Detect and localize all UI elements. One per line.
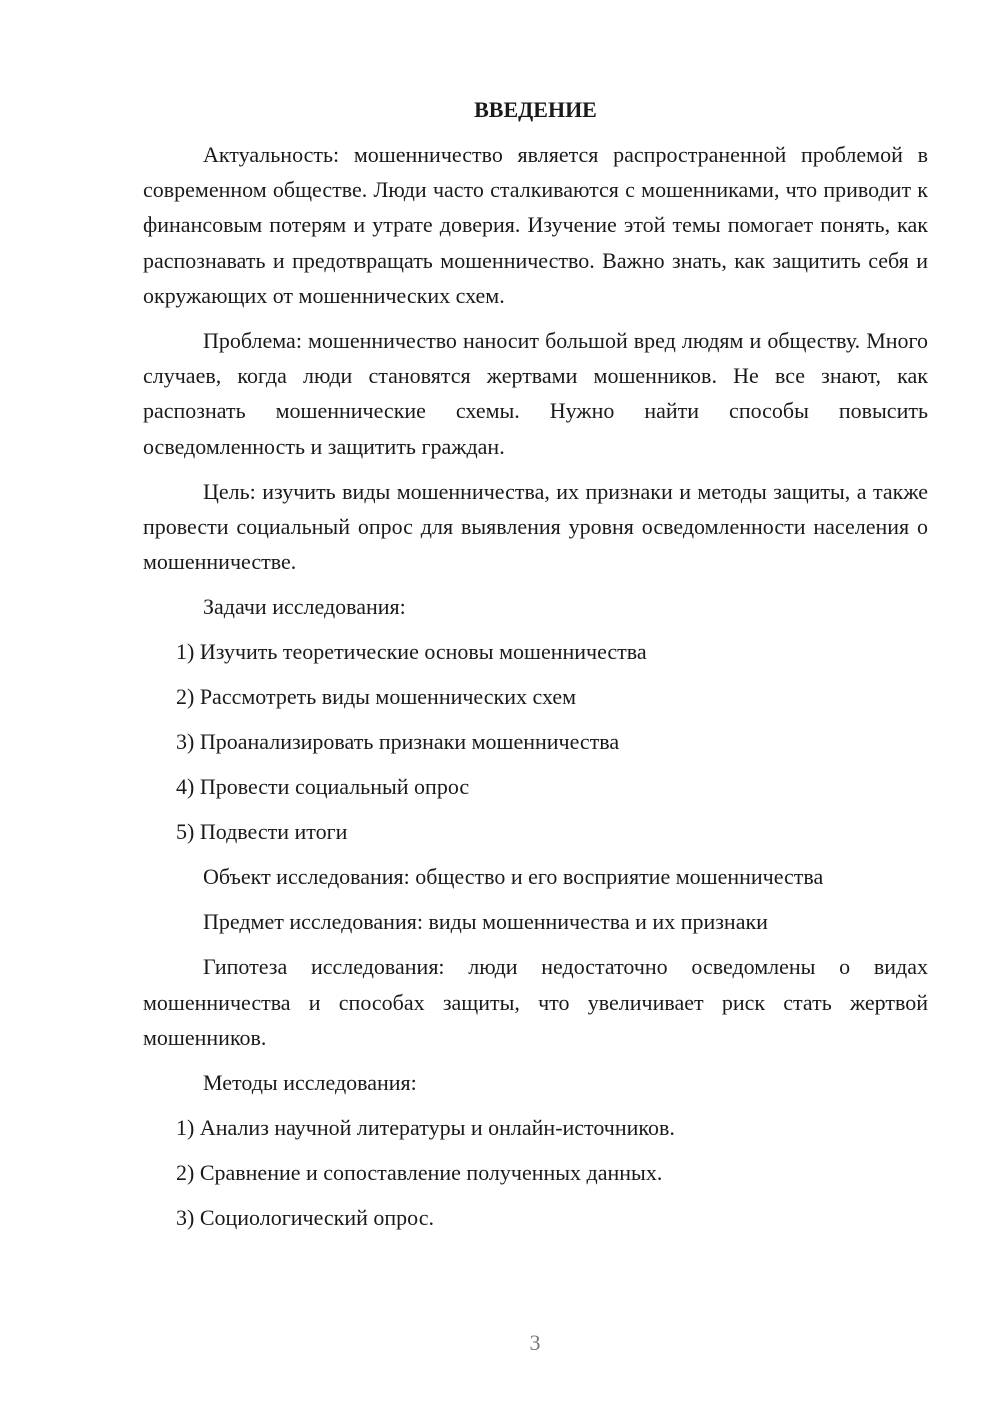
subject-paragraph: Предмет исследования: виды мошенничества и их признаки <box>203 909 768 935</box>
tasks-list <box>143 634 928 849</box>
goal-paragraph: Цель: изучить виды мошенничества, их признаки и методы защиты, а также провести социальный опрос для выявления уровня осведомленности населения о мошенничестве. <box>143 478 928 575</box>
page-number: 3 <box>529 1330 541 1355</box>
methods-heading: Методы исследования: <box>203 1070 417 1096</box>
list-item: 2) Рассмотреть виды мошеннических схем <box>176 684 577 710</box>
list-item: 1) Изучить теоретические основы мошенничества <box>176 639 647 665</box>
page-content <box>143 92 928 1245</box>
list-item: 3) Социологический опрос. <box>176 1205 434 1231</box>
problem-paragraph: Проблема: мошенничество наносит большой вред людям и обществу. Много случаев, когда люди становятся жертвами мошенников. Не все знают, как распознать мошеннические схемы. Нужно найти способы повысить осведомленность и защитить граждан. <box>143 328 928 459</box>
section-title: ВВЕДЕНИЕ <box>474 97 597 122</box>
tasks-heading: Задачи исследования: <box>203 594 406 620</box>
object-paragraph: Объект исследования: общество и его восприятие мошенничества <box>203 864 824 890</box>
list-item: 5) Подвести итоги <box>176 819 348 845</box>
list-item: 3) Проанализировать признаки мошенничества <box>176 729 620 755</box>
relevance-paragraph: Актуальность: мошенничество является распространенной проблемой в современном обществе. Люди часто сталкиваются с мошенниками, что приводит к финансовым потерям и утрате доверия. Изучение этой темы помогает понять, как распознавать и предотвращать мошенничество. Важно знать, как защитить себя и окружающих от мошеннических схем. <box>143 142 928 308</box>
methods-list <box>143 1110 928 1235</box>
list-item: 1) Анализ научной литературы и онлайн-источников. <box>176 1115 675 1141</box>
list-item: 2) Сравнение и сопоставление полученных данных. <box>176 1160 663 1186</box>
hypothesis-paragraph: Гипотеза исследования: люди недостаточно осведомлены о видах мошенничества и способах защиты, что увеличивает риск стать жертвой мошенников. <box>143 954 928 1050</box>
list-item: 4) Провести социальный опрос <box>176 774 470 800</box>
